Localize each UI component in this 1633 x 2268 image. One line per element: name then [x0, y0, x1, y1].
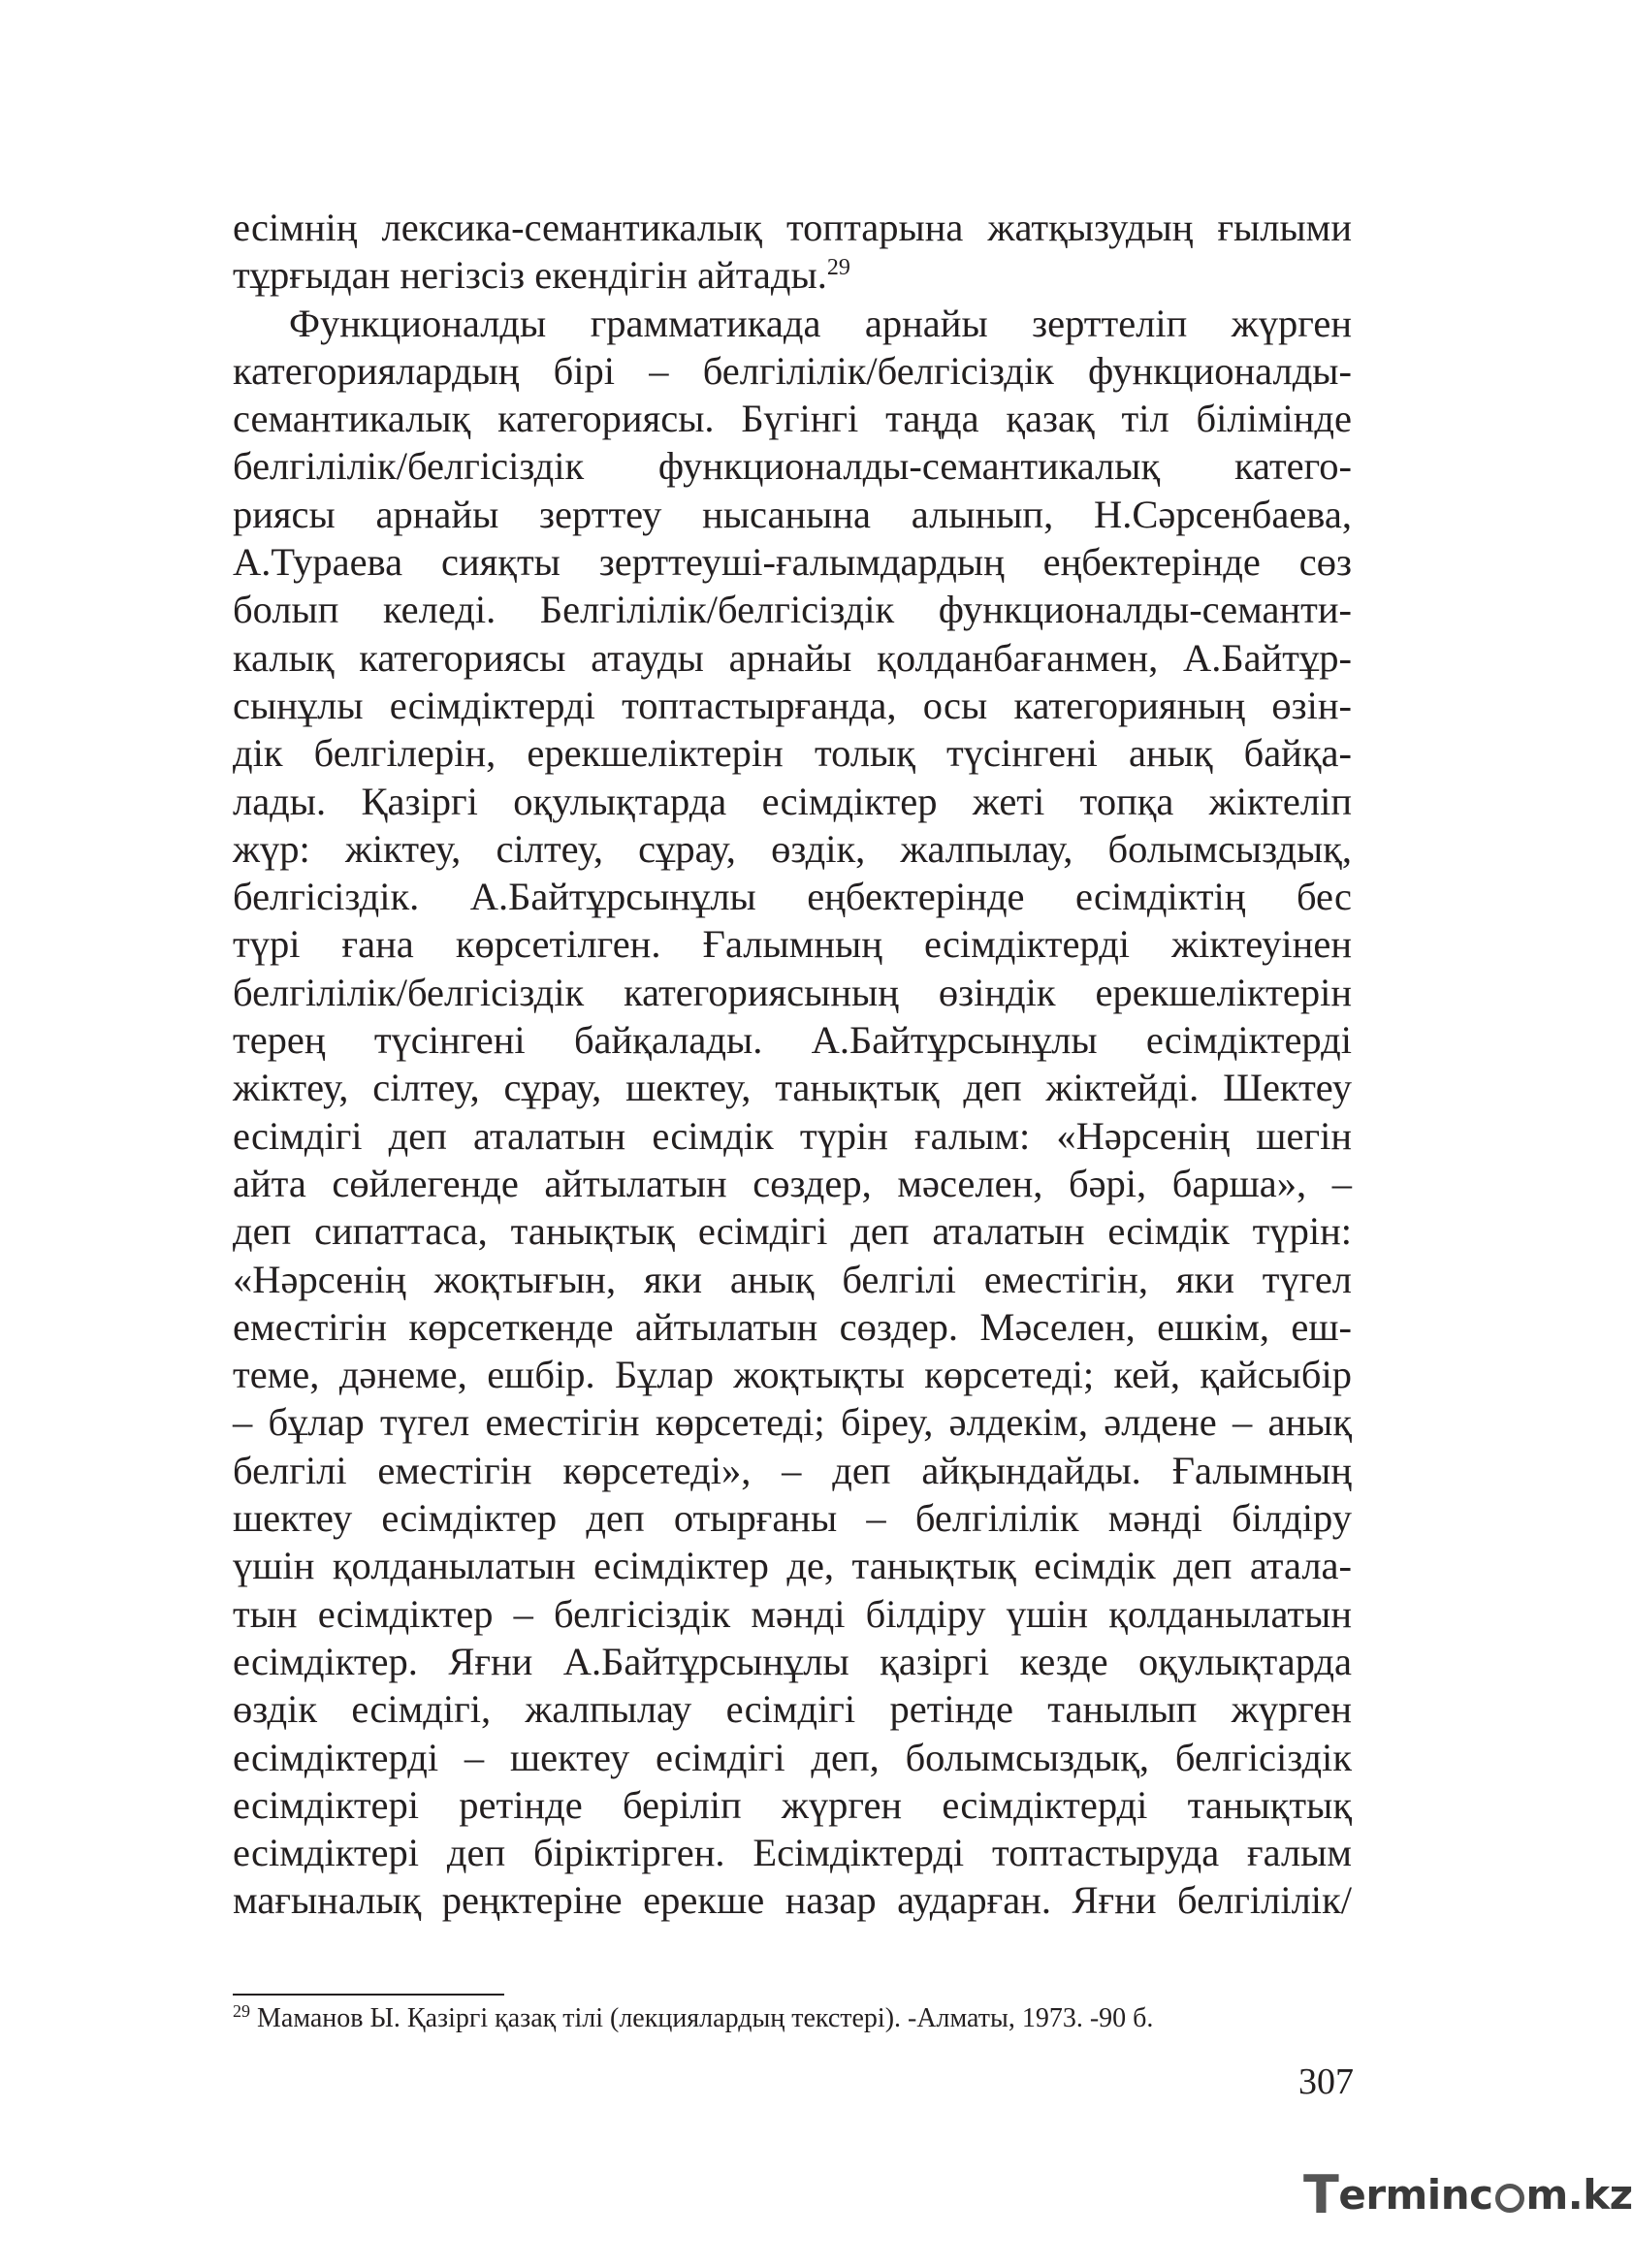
watermark-part2: m.kz — [1525, 2171, 1633, 2219]
footnote-number: 29 — [233, 2001, 250, 2021]
body-line: жүр: жіктеу, сілтеу, сұрау, өздік, жалпылау, болымсыздық, — [233, 826, 1352, 871]
body-line: еместігін көрсеткенде айтылатын сөздер. Мәселен, ешкім, еш- — [233, 1304, 1352, 1349]
footnote-text: Маманов Ы. Қазіргі қазақ тілі (лекциялардың текстері). -Алматы, 1973. -90 б. — [257, 2003, 1154, 2033]
footnote — [233, 2001, 1153, 2036]
body-line: есімдіктері деп біріктірген. Есімдіктерді топтастыруда ғалым — [233, 1831, 1352, 1875]
body-line: риясы арнайы зерттеу нысанына алынып, Н.Сәрсенбаева, — [233, 492, 1352, 536]
body-line: тын есімдіктер – белгісіздік мәнді білдіру үшін қолданылатын — [233, 1591, 1352, 1636]
body-line: есімдігі деп аталатын есімдік түрін ғалым: «Нәрсенің шегін — [233, 1113, 1352, 1158]
body-line: А.Тураева сияқты зерттеуші-ғалымдардың еңбектерінде сөз — [233, 540, 1352, 585]
body-line: дік белгілерін, ерекшеліктерін толық түсінгені анық байқа- — [233, 731, 1352, 776]
body-line: түрі ғана көрсетілген. Ғалымның есімдіктерді жіктеуінен — [233, 922, 1352, 967]
body-line: шектеу есімдіктер деп отырғаны – белгілілік мәнді білдіру — [233, 1496, 1352, 1541]
body-line: терең түсінгені байқалады. А.Байтұрсынұлы есімдіктерді — [233, 1018, 1352, 1063]
body-line: белгілілік/белгісіздік функционалды-семантикалық катего- — [233, 444, 1352, 489]
footnote-rule — [233, 1994, 504, 1996]
body-line: категориялардың бірі – белгілілік/белгісіздік функционалды- — [233, 348, 1352, 393]
body-line: есімдіктерді – шектеу есімдігі деп, болымсыздық, белгісіздік — [233, 1735, 1352, 1779]
watermark-t: T — [1303, 2164, 1339, 2225]
body-line: Функционалды грамматикада арнайы зерттеліп жүрген — [289, 301, 1352, 345]
page-number: 307 — [1298, 2061, 1354, 2102]
termincom-watermark-logo — [1303, 2160, 1633, 2225]
body-line: белгілілік/белгісіздік категориясының өзіндік ерекшеліктерін — [233, 970, 1352, 1014]
body-line: есімдіктері ретінде беріліп жүрген есімдіктерді танықтық — [233, 1782, 1352, 1827]
body-line: тұрғыдан негізсіз екендігін айтады.$^{29}$ — [233, 253, 850, 298]
footnote-ref: 29 — [826, 255, 850, 281]
body-line: жіктеу, сілтеу, сұрау, шектеу, танықтық деп жіктейді. Шектеу — [233, 1066, 1352, 1110]
body-line: үшін қолданылатын есімдіктер де, танықтық есімдік деп атала- — [233, 1544, 1352, 1588]
body-line: есімнің лексика-семантикалық топтарына жатқызудың ғылыми — [233, 206, 1352, 249]
body-line: – бұлар түгел еместігін көрсетеді; біреу, әлдекім, әлдене – анық — [233, 1400, 1352, 1445]
body-line: деп сипаттаса, танықтық есімдігі деп аталатын есімдік түрін: — [233, 1209, 1352, 1254]
body-line: мағыналық реңктеріне ерекше назар аударған. Яғни белгілілік/ — [233, 1878, 1352, 1923]
body-line: айта сөйлегенде айтылатын сөздер, мәселен, бәрі, барша», – — [233, 1161, 1352, 1205]
body-text — [233, 204, 1352, 1925]
watermark-part1: erminc — [1338, 2171, 1493, 2219]
body-line: белгілі еместігін көрсетеді», – деп айқындайды. Ғалымның — [233, 1448, 1352, 1492]
body-line: өздік есімдігі, жалпылау есімдігі ретінде танылып жүрген — [233, 1687, 1352, 1732]
watermark-o-circle — [1495, 2184, 1524, 2213]
body-line: белгісіздік. А.Байтұрсынұлы еңбектерінде есімдіктің бес — [233, 875, 1352, 919]
body-line: сынұлы есімдіктерді топтастырғанда, осы категорияның өзін- — [233, 683, 1352, 727]
body-line: теме, дәнеме, ешбір. Бұлар жоқтықты көрсетеді; кей, қайсыбір — [233, 1353, 1352, 1397]
body-line: лады. Қазіргі оқулықтарда есімдіктер жеті топқа жіктеліп — [233, 779, 1352, 823]
body-line: болып келеді. Белгілілік/белгісіздік функционалды-семанти- — [233, 588, 1352, 632]
body-line: семантикалық категориясы. Бүгінгі таңда қазақ тіл білімінде — [233, 397, 1352, 441]
body-line: калық категориясы атауды арнайы қолданбағанмен, А.Байтұр- — [233, 635, 1352, 680]
body-line: есімдіктер. Яғни А.Байтұрсынұлы қазіргі кезде оқулықтарда — [233, 1639, 1352, 1683]
body-line: «Нәрсенің жоқтығын, яки анық белгілі еместігін, яки түгел — [233, 1257, 1352, 1301]
